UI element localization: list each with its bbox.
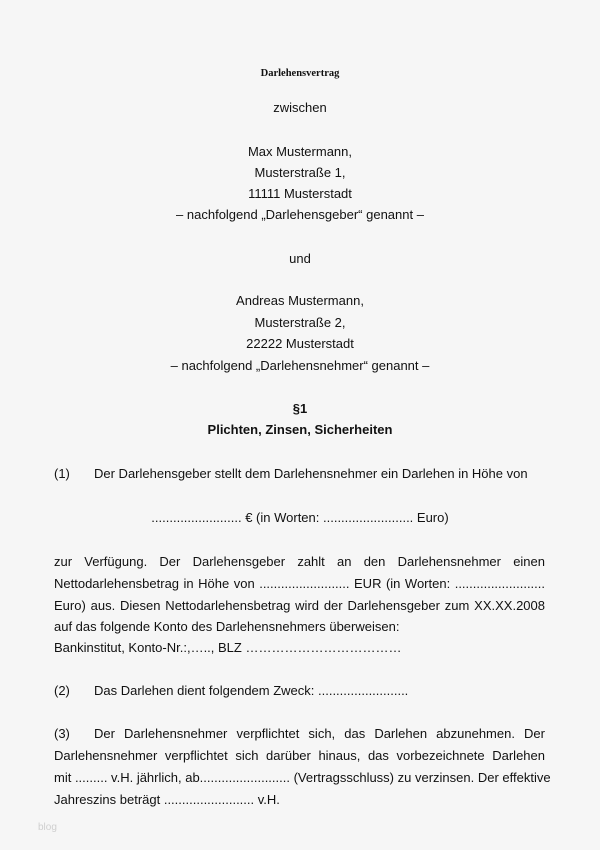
paragraph-1-first-line (54, 466, 545, 482)
borrower-street: Musterstraße 2, (254, 315, 346, 330)
paragraph-3-first-line (54, 726, 545, 742)
between-label: zwischen (273, 100, 327, 115)
paragraph-2 (54, 683, 545, 699)
paragraph-1-line: Nettodarlehensbetrag in Höhe von ......................... EUR (in Worten: ......................... (54, 576, 545, 591)
watermark: blog (38, 822, 57, 833)
paragraph-text: Das Darlehen dient folgendem Zweck: ......................... (94, 683, 409, 698)
lender-city: 11111 Musterstadt (248, 186, 352, 201)
paragraph-text: Der Darlehensgeber stellt dem Darlehensnehmer ein Darlehen in Höhe von (94, 466, 528, 481)
and-label: und (289, 251, 311, 266)
paragraph-1-line: auf das folgende Konto des Darlehensnehmers überweisen: (54, 619, 400, 634)
lender-street: Musterstraße 1, (254, 165, 346, 180)
borrower-name: Andreas Mustermann, (236, 293, 364, 308)
borrower-city: 22222 Musterstadt (246, 336, 354, 351)
paragraph-3-line: Darlehensnehmer verpflichtet sich darüber hinaus, das vorbezeichnete Darlehen (54, 748, 545, 763)
paragraph-number: (1) (54, 466, 70, 481)
paragraph-number: (3) (54, 726, 70, 741)
section-heading: Plichten, Zinsen, Sicherheiten (207, 422, 393, 437)
section-number: §1 (292, 401, 308, 416)
lender-name: Max Mustermann, (247, 144, 353, 159)
document-title: Darlehensvertrag (260, 68, 340, 79)
paragraph-3-line: Jahreszins beträgt ......................... v.H. (54, 792, 280, 807)
paragraph-3-line: mit ......... v.H. jährlich, ab......................... (Vertragsschluss) zu verzinsen. Der effektive (54, 770, 551, 785)
paragraph-1-line: Euro) aus. Diesen Nettodarlehensbetrag wird der Darlehensgeber zum XX.XX.2008 (54, 598, 545, 613)
paragraph-number: (2) (54, 683, 70, 698)
loan-amount-line: ......................... € (in Worten: ......................... Euro) (151, 510, 449, 525)
paragraph-text: Der Darlehensnehmer verpflichtet sich, das Darlehen abzunehmen. Der (94, 726, 545, 741)
paragraph-1-line: Bankinstitut, Konto-Nr.:,….., BLZ ……………………………… (54, 640, 402, 655)
borrower-role: – nachfolgend „Darlehensnehmer“ genannt – (170, 358, 430, 373)
lender-role: – nachfolgend „Darlehensgeber“ genannt – (176, 207, 424, 222)
paragraph-1-line: zur Verfügung. Der Darlehensgeber zahlt an den Darlehensnehmer einen (54, 554, 545, 569)
